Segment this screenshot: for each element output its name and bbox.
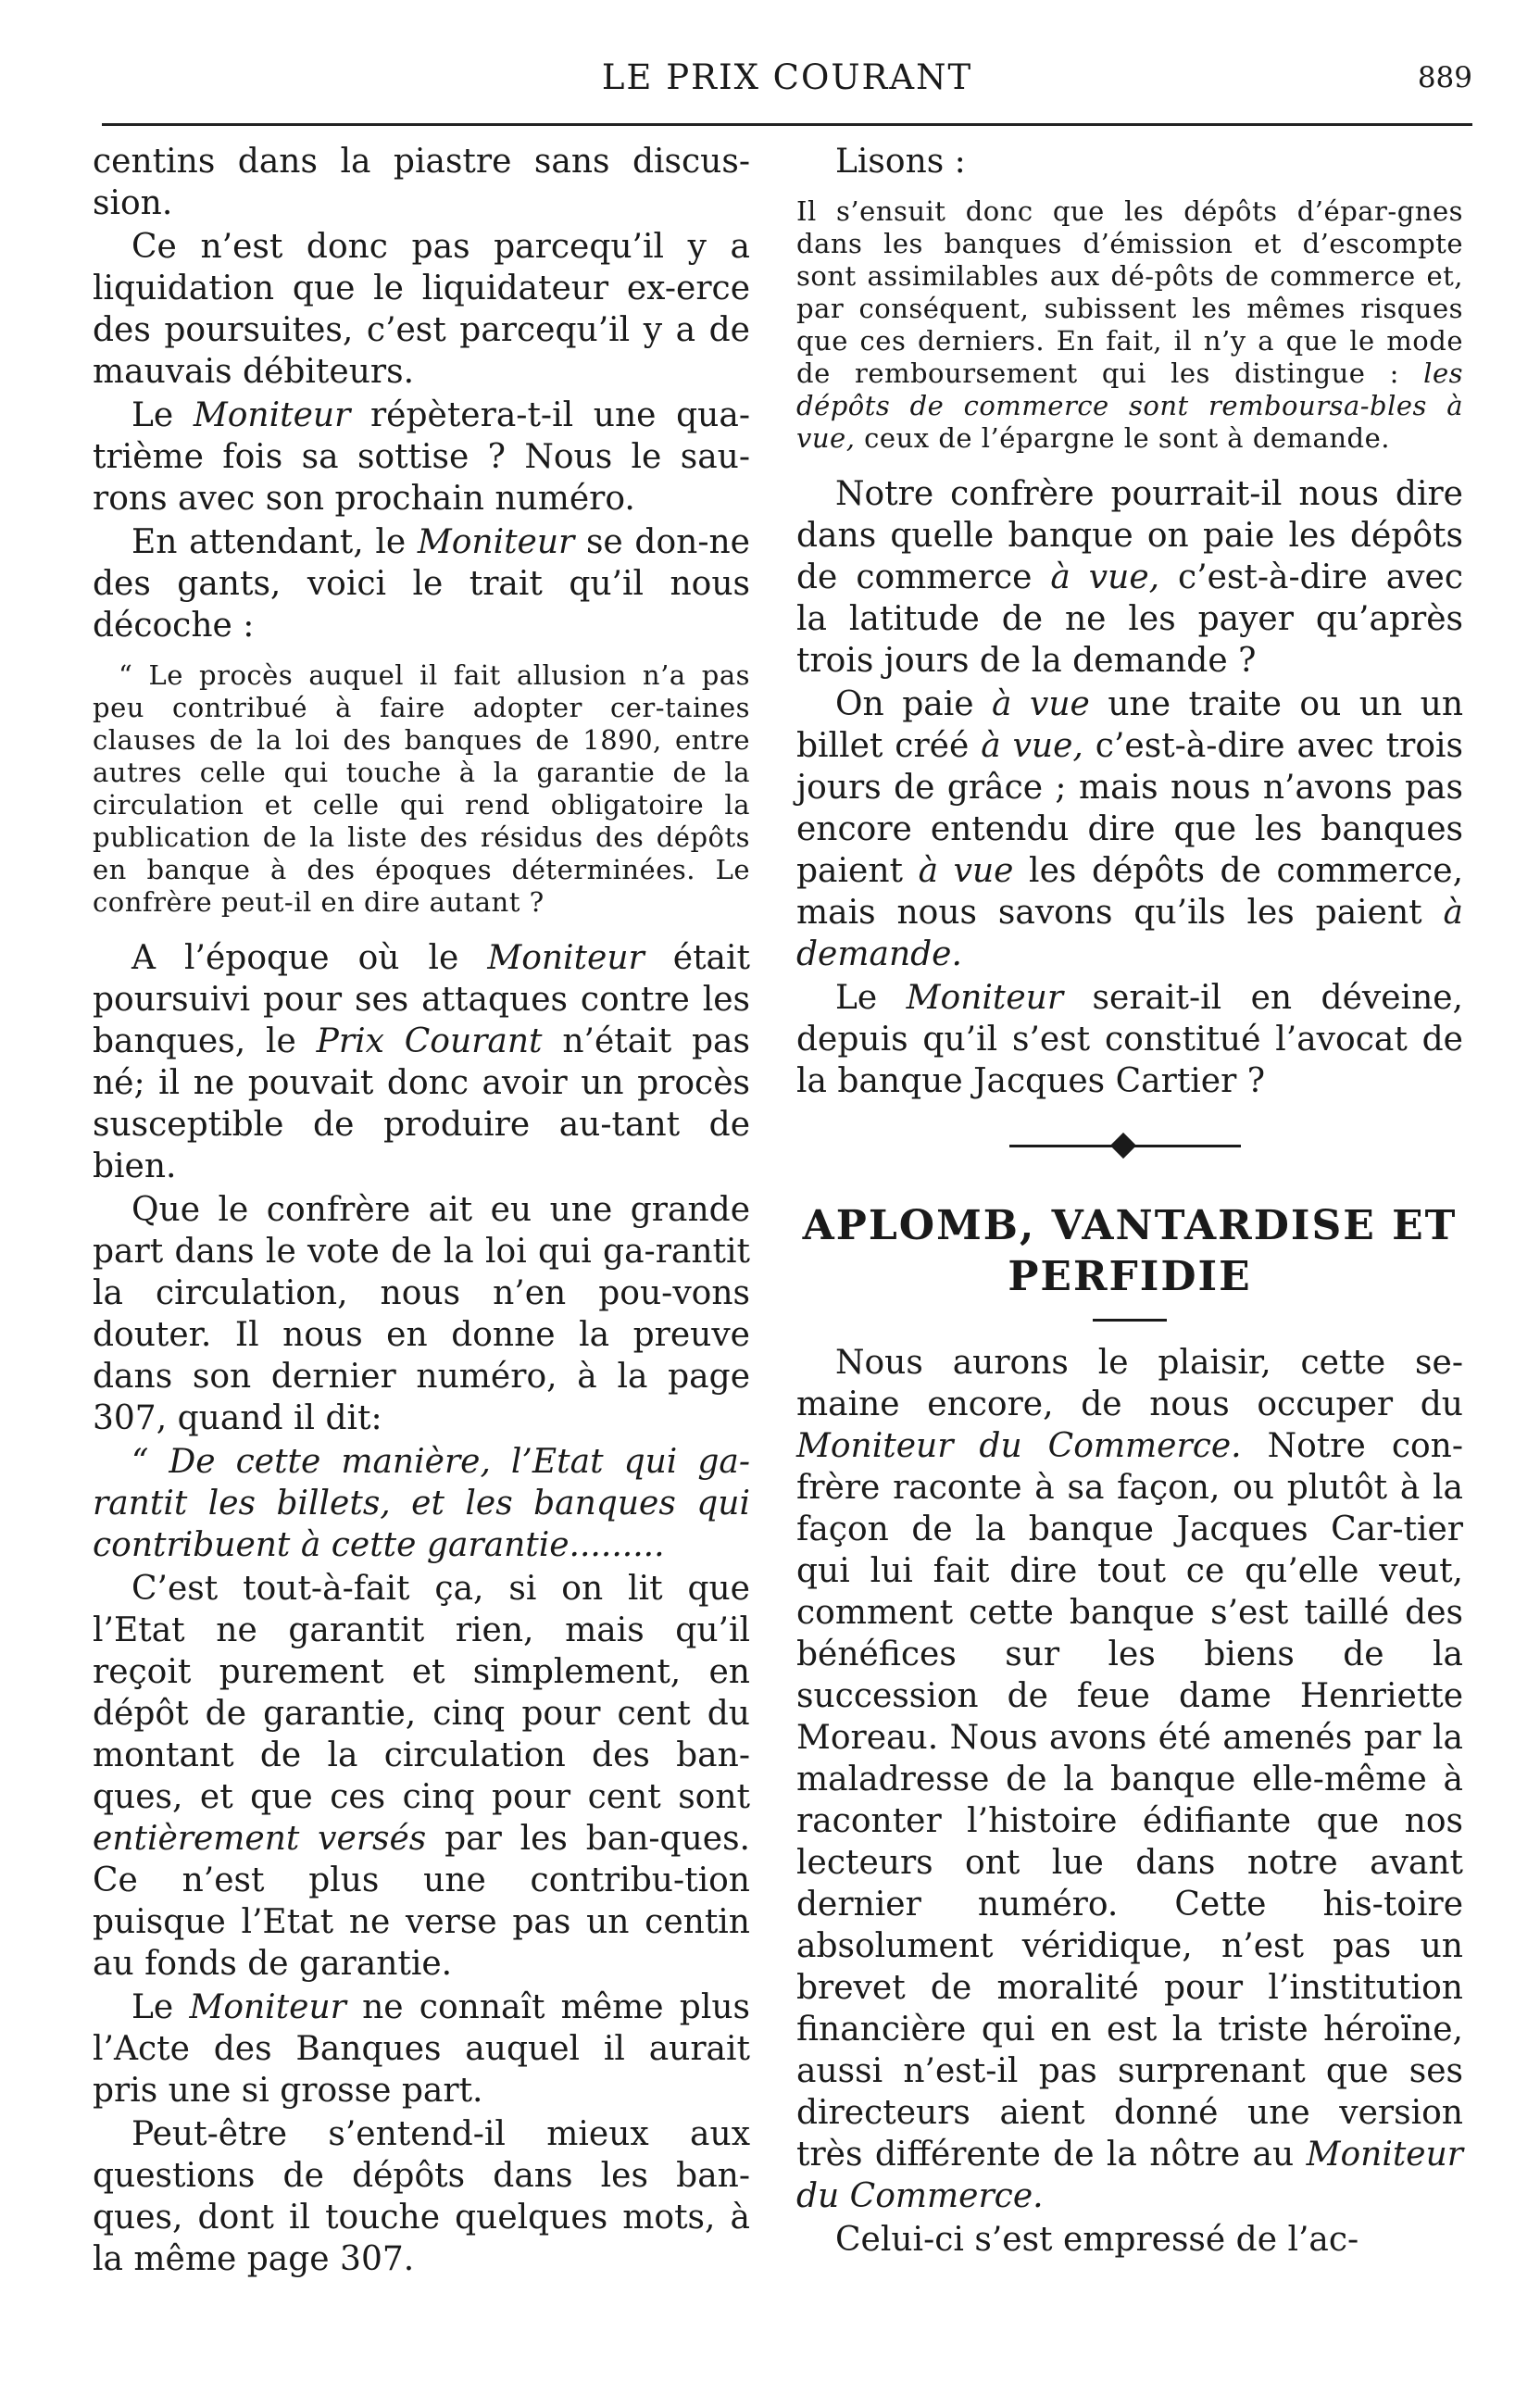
paragraph: Ce n’est donc pas parcequ’il y a liquidation que le liquidateur ex-erce des poursuites, c’est parcequ’il y a de mauvais débiteurs. — [93, 228, 750, 391]
paragraph: Peut-être s’entend-il mieux aux questions de dépôts dans les ban-ques, dont il touche quelques mots, à la même page 307. — [93, 2115, 750, 2278]
paragraph: Celui-ci s’est empressé de l’ac- — [835, 2221, 1359, 2259]
block-quote: “ Le procès auquel il fait allusion n’a pas peu contribué à faire adopter cer-taines clauses de la loi des banques de 1890, entre autres celle qui touche à la garantie de la circulation et celle qui rend obligatoire la publication de la liste des résidus des dépôts en banque à des époques déterminées. Le confrère peut-il en dire autant ? — [93, 659, 750, 918]
paragraph: centins dans la piastre sans discus-sion. — [93, 143, 750, 222]
left-column — [93, 141, 750, 2282]
paragraph: Lisons : — [835, 143, 966, 181]
running-title: LE PRIX COURANT — [601, 57, 973, 97]
paragraph: En attendant, le Moniteur se don-ne des gants, voici le trait qu’il nous décoche : — [93, 523, 750, 645]
paragraph: Le Moniteur serait-il en déveine, depuis qu’il s’est constitué l’avocat de la banque Jacques Cartier ? — [796, 979, 1463, 1100]
paragraph: Le Moniteur répètera-t-il une qua-trième fois sa sottise ? Nous le sau-rons avec son prochain numéro. — [93, 396, 750, 518]
headline-rule — [1093, 1319, 1167, 1322]
paragraph: Que le confrère ait eu une grande part dans le vote de la loi qui ga-rantit la circulation, nous n’en pou-vons douter. Il nous en donne la preuve dans son dernier numéro, à la page 307, quand il dit: — [93, 1191, 750, 1437]
paragraph: Notre confrère pourrait-il nous dire dans quelle banque on paie les dépôts de commerce à vue, c’est-à-dire avec la latitude de ne les payer qu’après trois jours de la demande ? — [796, 475, 1463, 680]
header-rule — [102, 123, 1472, 126]
paragraph: Nous aurons le plaisir, cette se-maine encore, de nous occuper du Moniteur du Commerce. Notre con-frère raconte à sa façon, ou plutôt à la façon de la banque Jacques Car-tier qui lui fait dire tout ce qu’elle veut, comment cette banque s’est taillé des bénéfices sur les biens de la succession de feue dame Henriette Moreau. Nous avons été amenés par la maladresse de la banque elle-même à raconter l’histoire édifiante que nos lecteurs ont lue dans notre avant dernier numéro. Cette his-toire absolument véridique, n’est pas un brevet de moralité pour l’institution financière qui en est la triste héroïne, aussi n’est-il pas surprenant que ses directeurs aient donné une version très différente de la nôtre au Moniteur du Commerce. — [796, 1344, 1463, 2215]
paragraph: On paie à vue une traite ou un un billet créé à vue, c’est-à-dire avec trois jours de grâce ; mais nous n’avons pas encore entendu dire que les banques paient à vue les dépôts de commerce, mais nous savons qu’ils les paient à demande. — [796, 685, 1464, 973]
page-number: 889 — [1417, 61, 1472, 94]
paragraph: A l’époque où le Moniteur était poursuivi pour ses attaques contre les banques, le Prix Courant n’était pas né; il ne pouvait donc avoir un procès susceptible de produire au-tant de bien. — [93, 939, 750, 1185]
diamond-icon — [1110, 1133, 1136, 1159]
page-header — [102, 57, 1472, 104]
article-headline: PERFIDIE — [1008, 1253, 1252, 1300]
paragraph: Le Moniteur ne connaît même plus l’Acte des Banques auquel il aurait pris une si grosse part. — [93, 1988, 751, 2110]
article-headline: APLOMB, VANTARDISE ET — [802, 1202, 1458, 1249]
paragraph: C’est tout-à-fait ça, si on lit que l’Etat ne garantit rien, mais qu’il reçoit purement et simplement, en dépôt de garantie, cinq pour cent du montant de la circulation des ban-ques, et que ces cinq pour cent sont entièrement versés par les ban-ques. Ce n’est plus une contribu-tion puisque l’Etat ne verse pas un centin au fonds de garantie. — [93, 1570, 751, 1983]
right-column — [796, 141, 1463, 2262]
quoted-paragraph: “ De cette manière, l’Etat qui ga-rantit les billets, et les banques qui contribuent à cette garantie......... — [93, 1443, 750, 1564]
section-ornament — [796, 1124, 1463, 1167]
block-quote: Il s’ensuit donc que les dépôts d’épar-gnes dans les banques d’émission et d’escompte sont assimilables aux dé-pôts de commerce et, par conséquent, subissent les mêmes risques que ces derniers. En fait, il n’y a que le mode de remboursement qui les distingue : les dépôts de commerce sont remboursa-bles à vue, ceux de l’épargne le sont à demande. — [796, 195, 1463, 454]
